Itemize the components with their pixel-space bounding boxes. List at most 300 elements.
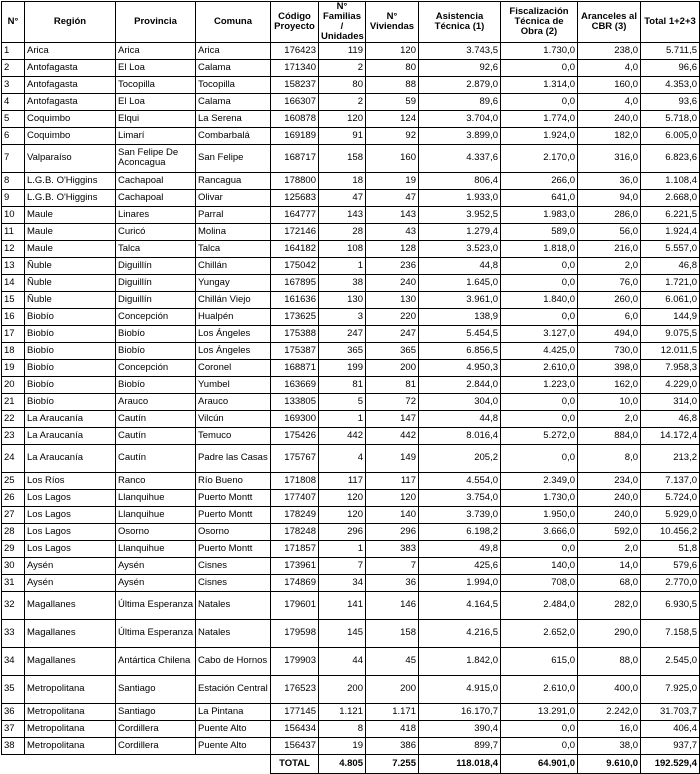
cell-total: 5.711,5 (641, 42, 700, 59)
cell-comuna: Natales (196, 619, 271, 647)
cell-comuna: Puente Alto (196, 737, 271, 754)
cell-aranceles: 68,0 (578, 574, 641, 591)
cell-fiscalizacion: 1.840,0 (501, 291, 578, 308)
cell-n: 10 (2, 206, 25, 223)
cell-viviendas: 47 (366, 189, 419, 206)
cell-n: 15 (2, 291, 25, 308)
cell-asistencia: 4.216,5 (419, 619, 501, 647)
cell-fiscalizacion: 0,0 (501, 93, 578, 110)
cell-fiscalizacion: 3.666,0 (501, 523, 578, 540)
cell-familias: 119 (319, 42, 366, 59)
cell-provincia: El Loa (116, 59, 196, 76)
cell-codigo: 133805 (271, 393, 319, 410)
cell-total: 937,7 (641, 737, 700, 754)
cell-aranceles: 36,0 (578, 172, 641, 189)
cell-comuna: Puerto Montt (196, 506, 271, 523)
cell-fiscalizacion: 266,0 (501, 172, 578, 189)
cell-n: 38 (2, 737, 25, 754)
cell-familias: 120 (319, 489, 366, 506)
cell-provincia: Cachapoal (116, 172, 196, 189)
table-row (2, 376, 700, 393)
cell-region: Coquimbo (25, 127, 116, 144)
totals-aranceles: 9.610,0 (578, 754, 641, 773)
cell-familias: 2 (319, 59, 366, 76)
cell-comuna: Coronel (196, 359, 271, 376)
cell-n: 26 (2, 489, 25, 506)
cell-n: 4 (2, 93, 25, 110)
cell-familias: 141 (319, 591, 366, 619)
cell-viviendas: 7 (366, 557, 419, 574)
cell-asistencia: 3.523,0 (419, 240, 501, 257)
cell-provincia: Última Esperanza (116, 591, 196, 619)
header-region: Región (25, 2, 116, 43)
cell-n: 21 (2, 393, 25, 410)
cell-provincia: Biobío (116, 342, 196, 359)
table-row (2, 675, 700, 703)
cell-aranceles: 76,0 (578, 274, 641, 291)
cell-aranceles: 240,0 (578, 110, 641, 127)
cell-asistencia: 138,9 (419, 308, 501, 325)
cell-total: 6.061,0 (641, 291, 700, 308)
totals-label: TOTAL (271, 754, 319, 773)
cell-provincia: Curicó (116, 223, 196, 240)
cell-aranceles: 94,0 (578, 189, 641, 206)
header-codigo: Código Proyecto (271, 2, 319, 43)
header-n: N° (2, 2, 25, 43)
cell-comuna: Parral (196, 206, 271, 223)
cell-asistencia: 1.279,4 (419, 223, 501, 240)
cell-provincia: Santiago (116, 703, 196, 720)
cell-codigo: 175387 (271, 342, 319, 359)
table-row (2, 110, 700, 127)
cell-aranceles: 162,0 (578, 376, 641, 393)
cell-provincia: Arica (116, 42, 196, 59)
cell-n: 7 (2, 144, 25, 172)
table-row (2, 325, 700, 342)
cell-provincia: Santiago (116, 675, 196, 703)
cell-comuna: Talca (196, 240, 271, 257)
cell-total: 406,4 (641, 720, 700, 737)
table-row (2, 359, 700, 376)
cell-asistencia: 1.994,0 (419, 574, 501, 591)
cell-codigo: 176523 (271, 675, 319, 703)
header-asistencia: Asistencia Técnica (1) (419, 2, 501, 43)
cell-comuna: Cisnes (196, 574, 271, 591)
cell-total: 2.545,0 (641, 647, 700, 675)
cell-aranceles: 398,0 (578, 359, 641, 376)
cell-familias: 8 (319, 720, 366, 737)
cell-comuna: Vilcún (196, 410, 271, 427)
cell-region: Maule (25, 223, 116, 240)
cell-viviendas: 240 (366, 274, 419, 291)
cell-fiscalizacion: 1.730,0 (501, 489, 578, 506)
cell-asistencia: 205,2 (419, 444, 501, 472)
cell-codigo: 169189 (271, 127, 319, 144)
cell-familias: 365 (319, 342, 366, 359)
cell-fiscalizacion: 2.484,0 (501, 591, 578, 619)
cell-comuna: Chillán Viejo (196, 291, 271, 308)
table-row (2, 291, 700, 308)
cell-provincia: Diguillín (116, 274, 196, 291)
cell-region: Arica (25, 42, 116, 59)
cell-codigo: 164777 (271, 206, 319, 223)
cell-codigo: 125683 (271, 189, 319, 206)
table-row (2, 144, 700, 172)
cell-total: 6.823,6 (641, 144, 700, 172)
cell-comuna: Puerto Montt (196, 489, 271, 506)
cell-provincia: Aysén (116, 574, 196, 591)
cell-comuna: Estación Central (196, 675, 271, 703)
table-row (2, 506, 700, 523)
cell-familias: 18 (319, 172, 366, 189)
cell-total: 4.353,0 (641, 76, 700, 93)
cell-asistencia: 8.016,4 (419, 427, 501, 444)
cell-total: 6.005,0 (641, 127, 700, 144)
cell-familias: 145 (319, 619, 366, 647)
cell-region: Antofagasta (25, 76, 116, 93)
cell-n: 14 (2, 274, 25, 291)
cell-region: Valparaíso (25, 144, 116, 172)
header-row (2, 2, 700, 43)
cell-comuna: Río Bueno (196, 472, 271, 489)
cell-familias: 7 (319, 557, 366, 574)
projects-table (1, 1, 700, 774)
cell-fiscalizacion: 0,0 (501, 410, 578, 427)
table-body (2, 42, 700, 754)
cell-aranceles: 2.242,0 (578, 703, 641, 720)
cell-n: 3 (2, 76, 25, 93)
table-row (2, 647, 700, 675)
cell-viviendas: 149 (366, 444, 419, 472)
cell-viviendas: 92 (366, 127, 419, 144)
cell-aranceles: 290,0 (578, 619, 641, 647)
cell-total: 31.703,7 (641, 703, 700, 720)
table-row (2, 737, 700, 754)
cell-region: Antofagasta (25, 59, 116, 76)
cell-n: 19 (2, 359, 25, 376)
cell-fiscalizacion: 0,0 (501, 540, 578, 557)
cell-familias: 296 (319, 523, 366, 540)
cell-codigo: 173625 (271, 308, 319, 325)
cell-viviendas: 143 (366, 206, 419, 223)
cell-familias: 91 (319, 127, 366, 144)
cell-comuna: San Felipe (196, 144, 271, 172)
cell-total: 7.158,5 (641, 619, 700, 647)
header-provincia: Provincia (116, 2, 196, 43)
cell-comuna: Calama (196, 93, 271, 110)
table-row (2, 540, 700, 557)
cell-total: 5.929,0 (641, 506, 700, 523)
cell-region: Metropolitana (25, 720, 116, 737)
cell-viviendas: 72 (366, 393, 419, 410)
cell-familias: 44 (319, 647, 366, 675)
cell-fiscalizacion: 1.983,0 (501, 206, 578, 223)
cell-viviendas: 120 (366, 42, 419, 59)
cell-familias: 3 (319, 308, 366, 325)
totals-viviendas: 7.255 (366, 754, 419, 773)
header-fiscalizacion: Fiscalización Técnica de Obra (2) (501, 2, 578, 43)
cell-n: 9 (2, 189, 25, 206)
cell-asistencia: 3.704,0 (419, 110, 501, 127)
cell-aranceles: 884,0 (578, 427, 641, 444)
cell-comuna: Tocopilla (196, 76, 271, 93)
cell-asistencia: 2.844,0 (419, 376, 501, 393)
cell-total: 213,2 (641, 444, 700, 472)
cell-comuna: Calama (196, 59, 271, 76)
table-row (2, 393, 700, 410)
cell-fiscalizacion: 4.425,0 (501, 342, 578, 359)
cell-asistencia: 899,7 (419, 737, 501, 754)
cell-n: 18 (2, 342, 25, 359)
table-row (2, 427, 700, 444)
cell-viviendas: 146 (366, 591, 419, 619)
cell-viviendas: 386 (366, 737, 419, 754)
cell-n: 12 (2, 240, 25, 257)
cell-viviendas: 88 (366, 76, 419, 93)
cell-aranceles: 2,0 (578, 257, 641, 274)
cell-familias: 80 (319, 76, 366, 93)
cell-n: 6 (2, 127, 25, 144)
cell-asistencia: 3.754,0 (419, 489, 501, 506)
cell-fiscalizacion: 2.652,0 (501, 619, 578, 647)
cell-fiscalizacion: 0,0 (501, 444, 578, 472)
cell-codigo: 156434 (271, 720, 319, 737)
cell-provincia: Tocopilla (116, 76, 196, 93)
cell-n: 16 (2, 308, 25, 325)
cell-region: Los Lagos (25, 489, 116, 506)
cell-codigo: 171340 (271, 59, 319, 76)
cell-provincia: Aysén (116, 557, 196, 574)
cell-n: 8 (2, 172, 25, 189)
cell-region: La Araucanía (25, 410, 116, 427)
cell-codigo: 167895 (271, 274, 319, 291)
cell-comuna: Cabo de Hornos (196, 647, 271, 675)
cell-aranceles: 238,0 (578, 42, 641, 59)
cell-codigo: 171808 (271, 472, 319, 489)
totals-familias: 4.805 (319, 754, 366, 773)
cell-region: Los Lagos (25, 506, 116, 523)
cell-provincia: San Felipe De Aconcagua (116, 144, 196, 172)
table-row (2, 127, 700, 144)
cell-n: 25 (2, 472, 25, 489)
cell-total: 579,6 (641, 557, 700, 574)
cell-total: 9.075,5 (641, 325, 700, 342)
cell-fiscalizacion: 0,0 (501, 257, 578, 274)
cell-aranceles: 4,0 (578, 59, 641, 76)
cell-comuna: Los Ángeles (196, 325, 271, 342)
cell-total: 46,8 (641, 410, 700, 427)
cell-asistencia: 3.952,5 (419, 206, 501, 223)
cell-region: Magallanes (25, 591, 116, 619)
cell-aranceles: 234,0 (578, 472, 641, 489)
cell-asistencia: 390,4 (419, 720, 501, 737)
cell-comuna: Combarbalá (196, 127, 271, 144)
cell-codigo: 158237 (271, 76, 319, 93)
cell-total: 1.721,0 (641, 274, 700, 291)
cell-total: 144,9 (641, 308, 700, 325)
cell-familias: 81 (319, 376, 366, 393)
cell-comuna: Molina (196, 223, 271, 240)
table-row (2, 42, 700, 59)
cell-viviendas: 124 (366, 110, 419, 127)
cell-comuna: Arauco (196, 393, 271, 410)
cell-fiscalizacion: 1.314,0 (501, 76, 578, 93)
cell-aranceles: 282,0 (578, 591, 641, 619)
cell-total: 10.456,2 (641, 523, 700, 540)
cell-total: 93,6 (641, 93, 700, 110)
cell-codigo: 178249 (271, 506, 319, 523)
cell-asistencia: 4.915,0 (419, 675, 501, 703)
cell-asistencia: 4.554,0 (419, 472, 501, 489)
header-familias: N° Familias / Unidades (319, 2, 366, 43)
cell-fiscalizacion: 3.127,0 (501, 325, 578, 342)
cell-provincia: Concepción (116, 359, 196, 376)
cell-fiscalizacion: 13.291,0 (501, 703, 578, 720)
cell-total: 96,6 (641, 59, 700, 76)
cell-viviendas: 296 (366, 523, 419, 540)
cell-provincia: Diguillín (116, 257, 196, 274)
cell-asistencia: 6.856,5 (419, 342, 501, 359)
cell-codigo: 175426 (271, 427, 319, 444)
cell-asistencia: 4.337,6 (419, 144, 501, 172)
cell-familias: 442 (319, 427, 366, 444)
cell-total: 5.718,0 (641, 110, 700, 127)
cell-fiscalizacion: 1.924,0 (501, 127, 578, 144)
table-row (2, 489, 700, 506)
cell-codigo: 166307 (271, 93, 319, 110)
cell-comuna: Puerto Montt (196, 540, 271, 557)
cell-provincia: Última Esperanza (116, 619, 196, 647)
cell-viviendas: 36 (366, 574, 419, 591)
cell-asistencia: 425,6 (419, 557, 501, 574)
cell-region: Maule (25, 240, 116, 257)
table-row (2, 76, 700, 93)
cell-n: 11 (2, 223, 25, 240)
cell-n: 29 (2, 540, 25, 557)
cell-fiscalizacion: 1.774,0 (501, 110, 578, 127)
cell-codigo: 174869 (271, 574, 319, 591)
totals-spacer (2, 754, 271, 773)
cell-provincia: Cautín (116, 444, 196, 472)
cell-provincia: Concepción (116, 308, 196, 325)
cell-codigo: 156437 (271, 737, 319, 754)
cell-region: Biobío (25, 342, 116, 359)
cell-familias: 158 (319, 144, 366, 172)
cell-total: 1.924,4 (641, 223, 700, 240)
cell-fiscalizacion: 5.272,0 (501, 427, 578, 444)
totals-total: 192.529,4 (641, 754, 700, 773)
cell-codigo: 171857 (271, 540, 319, 557)
cell-provincia: El Loa (116, 93, 196, 110)
table-row (2, 619, 700, 647)
cell-asistencia: 6.198,2 (419, 523, 501, 540)
cell-provincia: Cordillera (116, 720, 196, 737)
header-comuna: Comuna (196, 2, 271, 43)
cell-familias: 1 (319, 257, 366, 274)
cell-aranceles: 216,0 (578, 240, 641, 257)
cell-codigo: 175388 (271, 325, 319, 342)
cell-familias: 199 (319, 359, 366, 376)
cell-viviendas: 365 (366, 342, 419, 359)
cell-total: 5.724,0 (641, 489, 700, 506)
cell-familias: 247 (319, 325, 366, 342)
cell-fiscalizacion: 2.349,0 (501, 472, 578, 489)
cell-comuna: Chillán (196, 257, 271, 274)
table-row (2, 410, 700, 427)
cell-familias: 1 (319, 540, 366, 557)
cell-provincia: Biobío (116, 376, 196, 393)
cell-aranceles: 14,0 (578, 557, 641, 574)
cell-comuna: Osorno (196, 523, 271, 540)
cell-viviendas: 117 (366, 472, 419, 489)
cell-comuna: Olivar (196, 189, 271, 206)
cell-codigo: 168871 (271, 359, 319, 376)
cell-aranceles: 16,0 (578, 720, 641, 737)
cell-viviendas: 158 (366, 619, 419, 647)
cell-total: 7.958,3 (641, 359, 700, 376)
cell-fiscalizacion: 589,0 (501, 223, 578, 240)
cell-n: 5 (2, 110, 25, 127)
cell-n: 32 (2, 591, 25, 619)
cell-asistencia: 1.645,0 (419, 274, 501, 291)
cell-provincia: Osorno (116, 523, 196, 540)
cell-asistencia: 49,8 (419, 540, 501, 557)
cell-asistencia: 3.961,0 (419, 291, 501, 308)
cell-n: 34 (2, 647, 25, 675)
cell-viviendas: 19 (366, 172, 419, 189)
cell-aranceles: 494,0 (578, 325, 641, 342)
cell-familias: 19 (319, 737, 366, 754)
cell-familias: 28 (319, 223, 366, 240)
cell-asistencia: 44,8 (419, 410, 501, 427)
cell-region: La Araucanía (25, 427, 116, 444)
table-row (2, 444, 700, 472)
table-row (2, 308, 700, 325)
cell-total: 14.172,4 (641, 427, 700, 444)
cell-fiscalizacion: 615,0 (501, 647, 578, 675)
cell-total: 51,8 (641, 540, 700, 557)
cell-n: 17 (2, 325, 25, 342)
cell-viviendas: 160 (366, 144, 419, 172)
table-row (2, 342, 700, 359)
table-row (2, 720, 700, 737)
cell-familias: 120 (319, 506, 366, 523)
cell-familias: 47 (319, 189, 366, 206)
cell-asistencia: 1.842,0 (419, 647, 501, 675)
cell-n: 33 (2, 619, 25, 647)
cell-fiscalizacion: 2.170,0 (501, 144, 578, 172)
cell-total: 1.108,4 (641, 172, 700, 189)
table-row (2, 574, 700, 591)
cell-asistencia: 44,8 (419, 257, 501, 274)
table-row (2, 274, 700, 291)
cell-aranceles: 56,0 (578, 223, 641, 240)
cell-region: Ñuble (25, 257, 116, 274)
cell-comuna: Cisnes (196, 557, 271, 574)
cell-codigo: 175767 (271, 444, 319, 472)
cell-region: Aysén (25, 574, 116, 591)
cell-region: Biobío (25, 376, 116, 393)
cell-fiscalizacion: 0,0 (501, 393, 578, 410)
cell-fiscalizacion: 1.950,0 (501, 506, 578, 523)
table-row (2, 59, 700, 76)
cell-viviendas: 80 (366, 59, 419, 76)
header-total: Total 1+2+3 (641, 2, 700, 43)
table-row (2, 93, 700, 110)
cell-n: 20 (2, 376, 25, 393)
cell-aranceles: 2,0 (578, 410, 641, 427)
cell-provincia: Cautín (116, 427, 196, 444)
